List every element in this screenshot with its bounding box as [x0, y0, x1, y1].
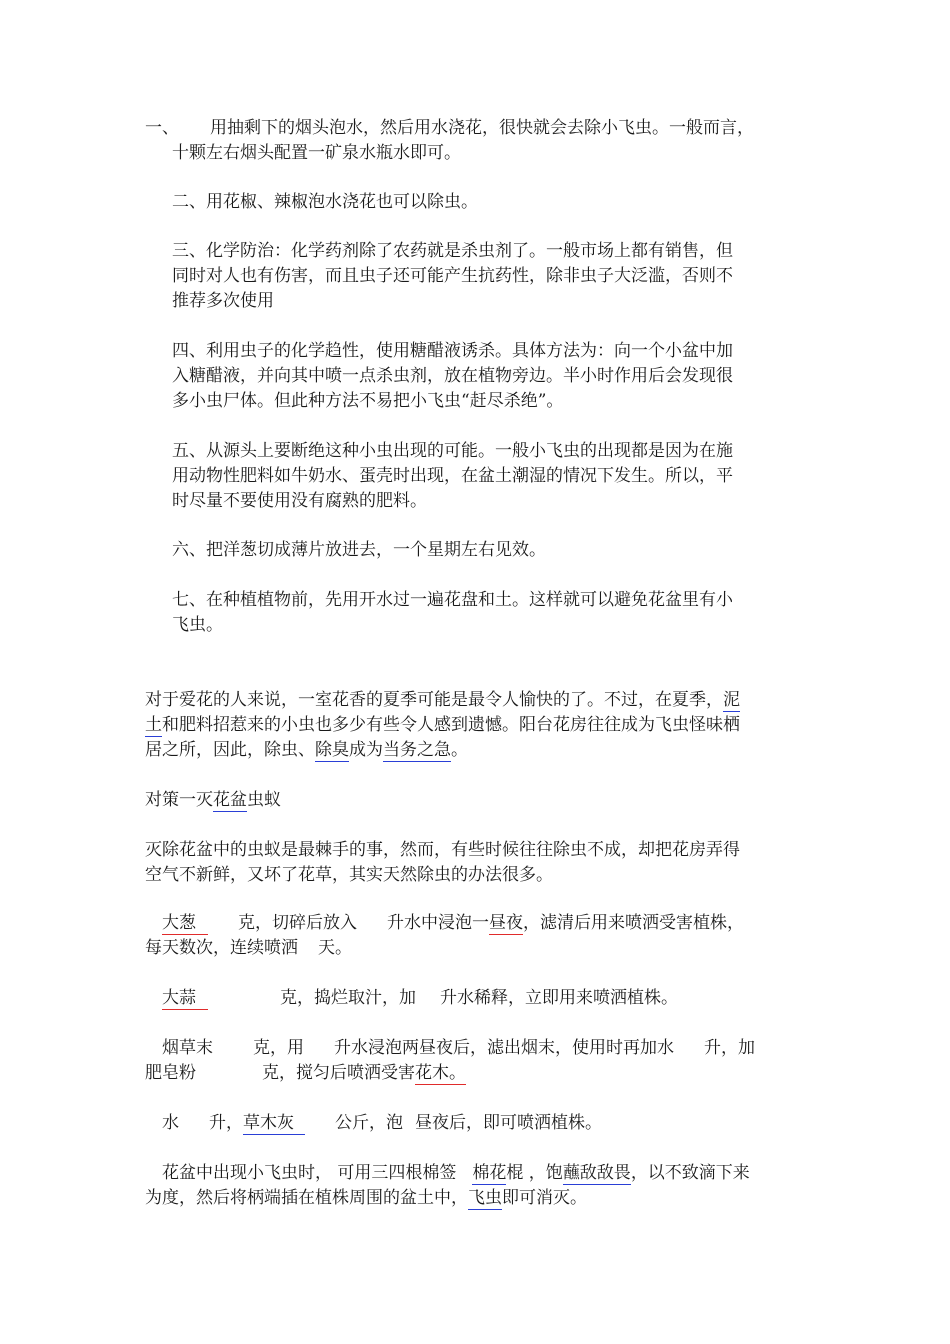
underlined-word: 除臭 [315, 740, 349, 760]
intro-line-1 [145, 690, 740, 710]
underlined-word: 土 [145, 715, 162, 735]
recipe-text: 克，切碎后放入 [238, 913, 357, 933]
recipe-text: 棍 ，饱 [506, 1163, 563, 1183]
recipe-text: 即可消灭。 [502, 1188, 587, 1208]
list-item-5-line-1: 五、从源头上要断绝这种小虫出现的可能。一般小飞虫的出现都是因为在施 [172, 441, 733, 461]
list-item-3-line-1: 三、化学防治：化学药剂除了农药就是杀虫剂了。一般市场上都有销售，但 [172, 241, 733, 261]
underlined-word: 昼夜 [489, 913, 523, 933]
intro-text: 对于爱花的人来说，一室花香的夏季可能是最令人愉快的了。不过，在夏季， [145, 690, 723, 710]
recipe-text: 水 [162, 1113, 179, 1133]
recipe-5-line-2 [145, 1188, 587, 1208]
recipe-text: 克，用 [253, 1038, 304, 1058]
recipe-1-line-1 [162, 913, 744, 935]
intro-text: 成为 [349, 740, 383, 760]
paragraph-line-2: 空气不新鲜，又坏了花草，其实天然除虫的办法很多。 [145, 865, 553, 885]
paragraph-line-1: 灭除花盆中的虫蚁是最棘手的事，然而，有些时候往往除虫不成，却把花房弄得 [145, 840, 740, 860]
heading-text: 对策一灭 [145, 790, 213, 810]
list-item-1-line-1: 用抽剩下的烟头泡水，然后用水浇花，很快就会去除小飞虫。一般而言， [210, 118, 754, 138]
underlined-word: 大葱 [162, 913, 208, 935]
underlined-word: 草木灰 [243, 1113, 305, 1135]
intro-line-3 [145, 740, 468, 760]
list-item-3-line-3: 推荐多次使用 [172, 291, 274, 311]
list-item-1-line-2: 十颗左右烟头配置一矿泉水瓶水即可。 [172, 143, 461, 163]
underlined-word: 棉花 [472, 1163, 507, 1183]
recipe-5-line-1 [162, 1163, 750, 1183]
underlined-word: 飞虫 [468, 1188, 502, 1208]
recipe-2 [162, 988, 678, 1010]
section-heading [145, 790, 281, 810]
list-item-5-line-2: 用动物性肥料如牛奶水、蛋壳时出现，在盆土潮湿的情况下发生。所以，平 [172, 466, 733, 486]
recipe-text: 升水浸泡两昼夜后，滤出烟末，使用时再加水 [334, 1038, 674, 1058]
heading-text: 虫蚁 [247, 790, 281, 810]
recipe-text: 花盆中出现小飞虫时， 可用三四根棉签 [162, 1163, 457, 1183]
underlined-word: 花盆 [213, 790, 247, 810]
recipe-text: 昼夜后，即可喷洒植株。 [415, 1113, 602, 1133]
intro-text: 。 [451, 740, 468, 760]
underlined-word: 当务之急 [383, 740, 451, 760]
recipe-text: 为度，然后将柄端插在植株周围的盆土中， [145, 1188, 468, 1208]
recipe-text: 烟草末 [162, 1038, 213, 1058]
list-item-4-line-2: 入糖醋液，并向其中喷一点杀虫剂，放在植物旁边。半小时作用后会发现很 [172, 366, 733, 386]
recipe-text: 克，搅匀后喷洒受害 [262, 1063, 415, 1083]
recipe-text: ，以不致滴下来 [630, 1163, 750, 1183]
list-item-1-number: 一、 [145, 118, 179, 138]
list-item-4-line-3: 多小虫尸体。但此种方法不易把小飞虫“赶尽杀绝”。 [172, 391, 564, 411]
recipe-3-line-2 [145, 1063, 466, 1083]
list-item-3-line-2: 同时对人也有伤害，而且虫子还可能产生抗药性，除非虫子大泛滥，否则不 [172, 266, 733, 286]
intro-text: 居之所，因此，除虫、 [145, 740, 315, 760]
recipe-text: 克，捣烂取汁，加 [280, 988, 416, 1008]
list-item-7-line-1: 七、在种植植物前，先用开水过一遍花盘和土。这样就可以避免花盆里有小 [172, 590, 733, 610]
recipe-4 [162, 1113, 602, 1135]
list-item-6: 六、把洋葱切成薄片放进去，一个星期左右见效。 [172, 540, 546, 560]
recipe-text: 天。 [318, 938, 352, 958]
recipe-text: 公斤，泡 [335, 1113, 403, 1133]
intro-line-2 [145, 715, 740, 735]
list-item-7-line-2: 飞虫。 [172, 615, 223, 635]
underlined-word: 蘸敌敌畏 [562, 1163, 631, 1183]
intro-text: 和肥料招惹来的小虫也多少有些令人感到遗憾。阳台花房往往成为飞虫怪味栖 [162, 715, 740, 735]
recipe-text: 升，加 [704, 1038, 755, 1058]
recipe-text: 升水稀释，立即用来喷洒植株。 [440, 988, 678, 1008]
recipe-text: 每天数次，连续喷洒 [145, 938, 298, 958]
recipe-text: 升水中浸泡一 [387, 913, 489, 933]
recipe-text: 肥皂粉 [145, 1063, 196, 1083]
recipe-text: 升， [209, 1113, 243, 1133]
list-item-4-line-1: 四、利用虫子的化学趋性，使用糖醋液诱杀。具体方法为：向一个小盆中加 [172, 341, 733, 361]
recipe-text: ，滤清后用来喷洒受害植株， [523, 913, 744, 933]
underlined-word: 泥 [723, 690, 740, 710]
underlined-word: 花木。 [415, 1063, 466, 1083]
recipe-1-line-2 [145, 938, 352, 958]
recipe-3-line-1 [162, 1038, 755, 1058]
list-item-5-line-3: 时尽量不要使用没有腐熟的肥料。 [172, 491, 427, 511]
underlined-word: 大蒜 [162, 988, 208, 1010]
list-item-2: 二、用花椒、辣椒泡水浇花也可以除虫。 [172, 192, 478, 212]
